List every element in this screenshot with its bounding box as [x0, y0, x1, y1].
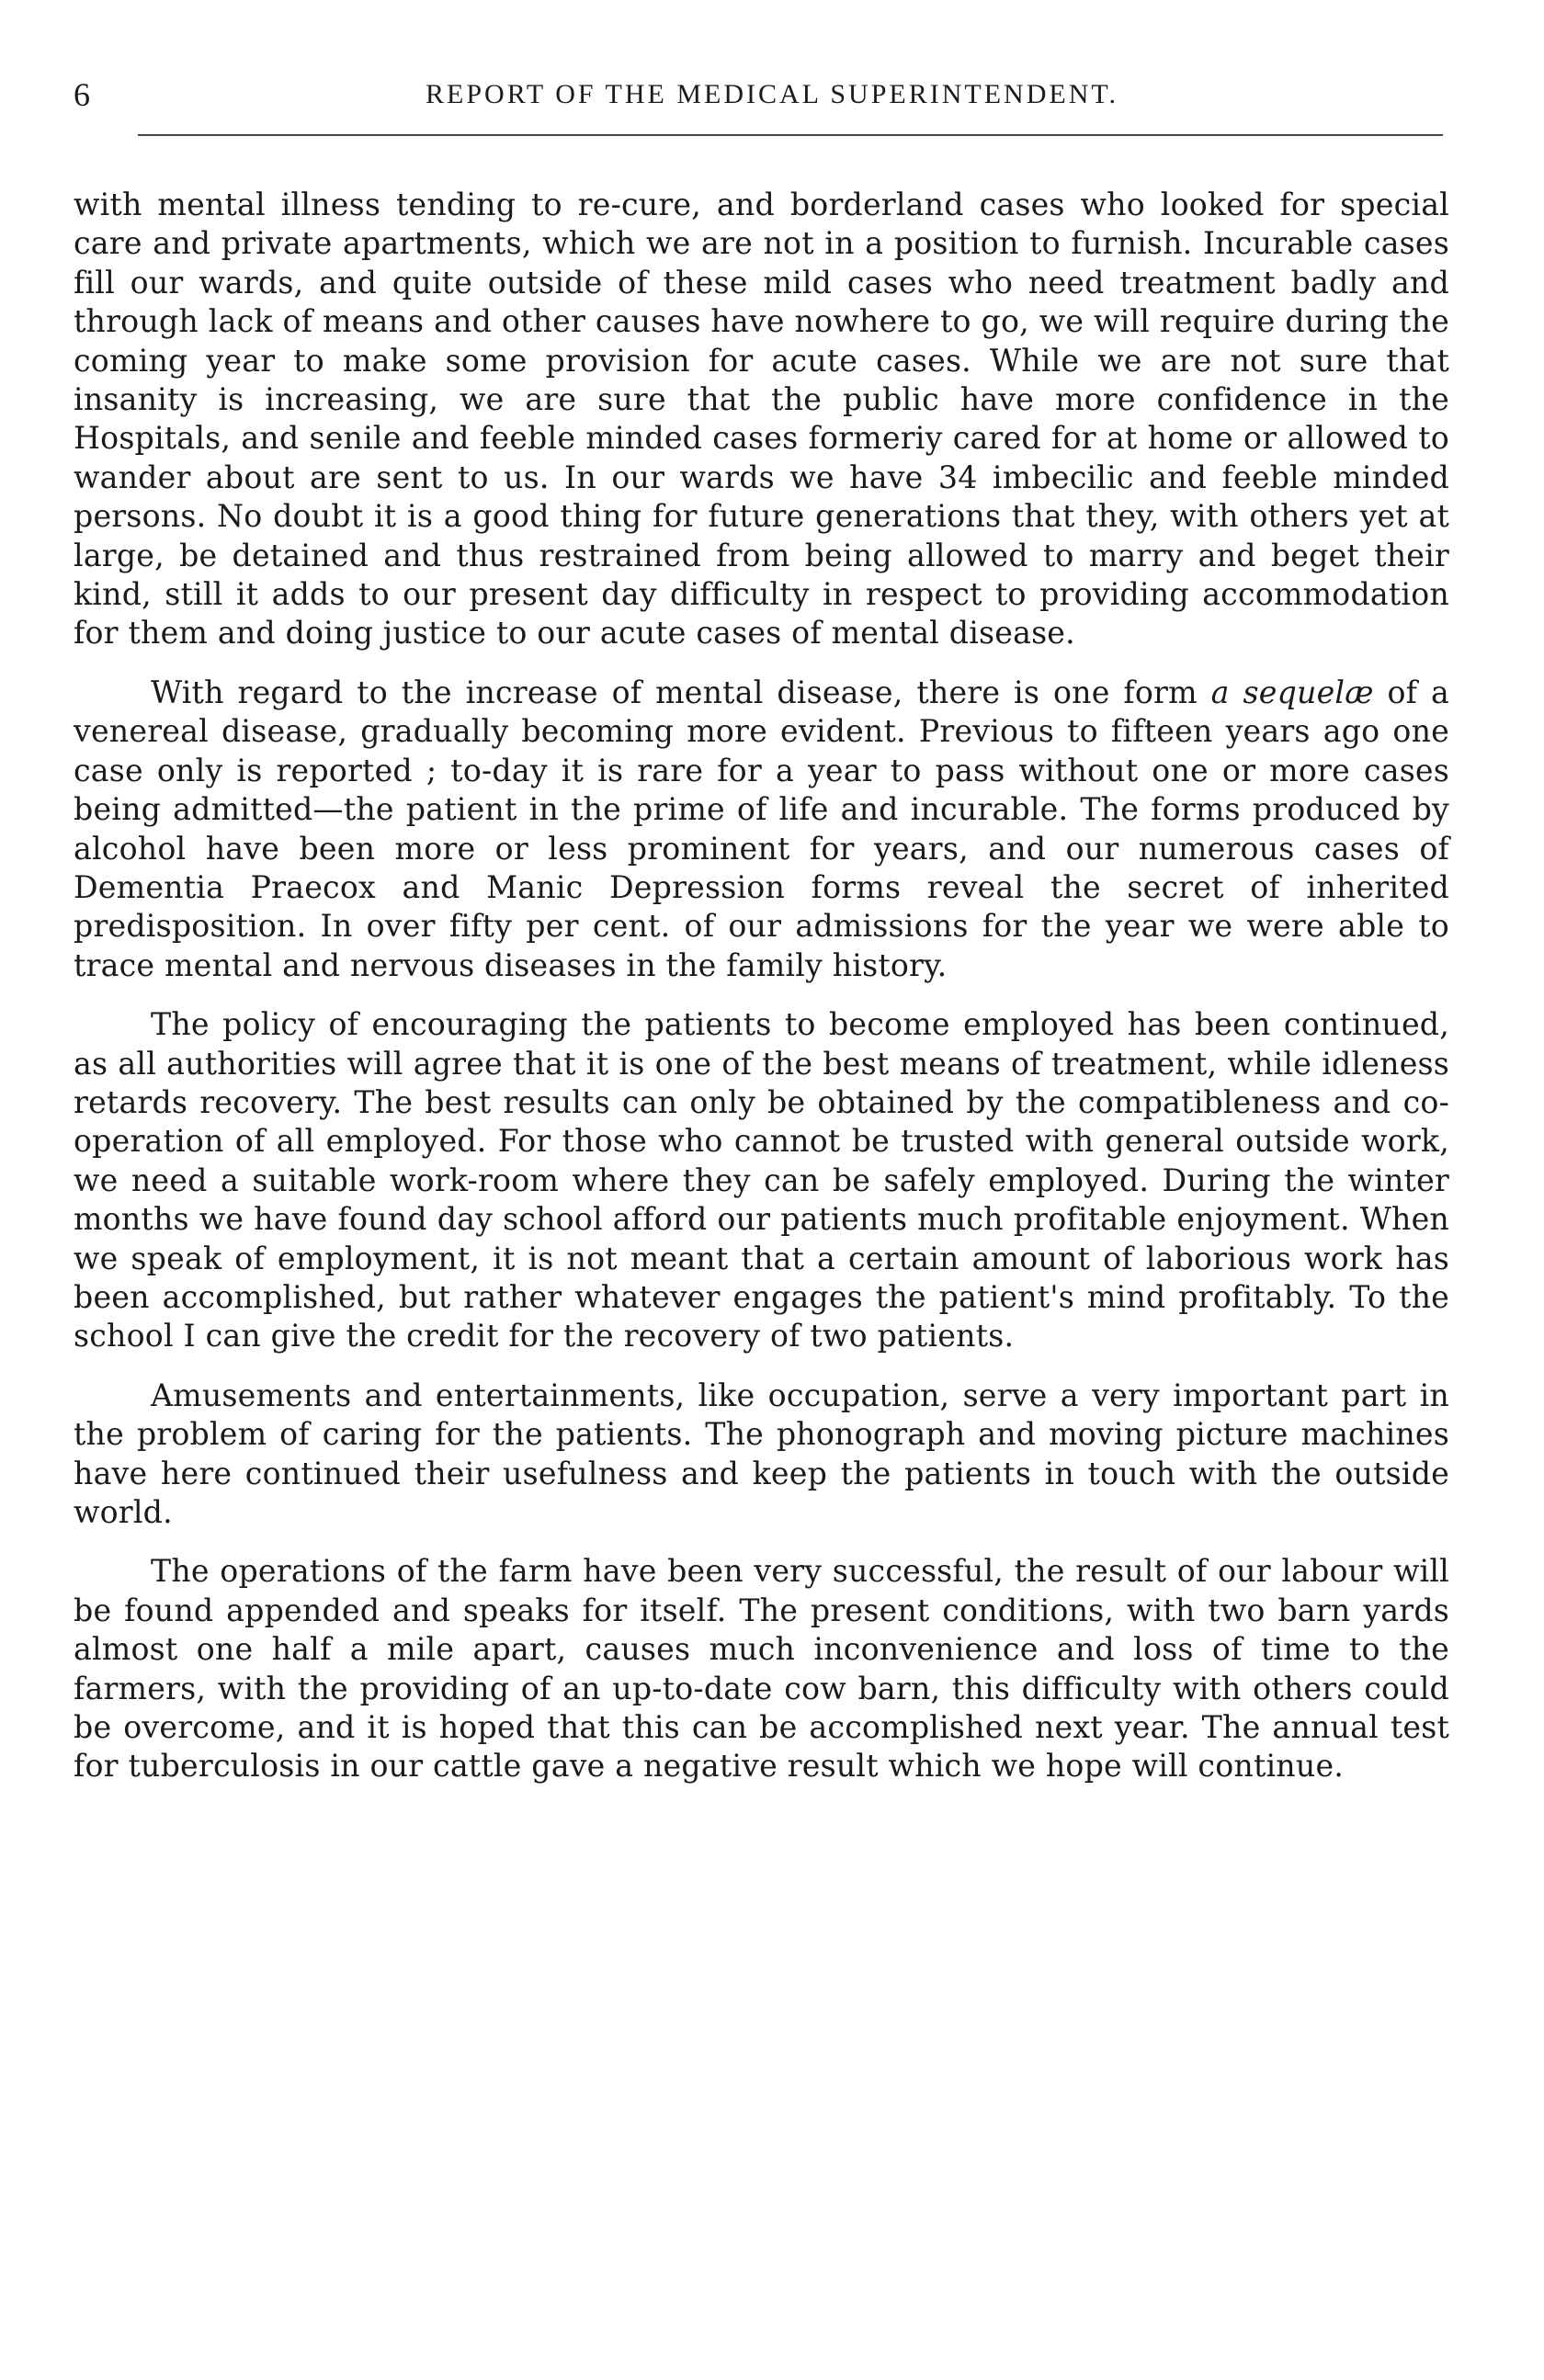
paragraph-2-italic: a sequelæ [1210, 674, 1374, 710]
paragraph-2-before: With regard to the increase of mental disease, there is one form [151, 674, 1211, 710]
page-number: 6 [74, 76, 90, 113]
body-text [74, 186, 1449, 1807]
paragraph-2-after: of a venereal disease, gradually becoming more evident. Previous to fifteen years ago one case only is reported ; to-day it is rare for a year to pass without one or more cases being admitted—the patient in the prime of life and incurable. The forms produced by alcohol have been more or less prominent for years, and our numerous cases of Dementia Praecox and Manic Depression forms reveal the secret of inherited predisposition. In over fifty per cent. of our admissions for the year we were able to trace mental and nervous diseases in the family history. [74, 674, 1449, 983]
paragraph-1: with mental illness tending to re-cure, and borderland cases who looked for special care and private apartments, which we are not in a position to furnish. Incurable cases fill our wards, and quite outside of these mild cases who need treatment badly and through lack of means and other causes have nowhere to go, we will require during the coming year to make some provision for acute cases. While we are not sure that insanity is increasing, we are sure that the public have more confidence in the Hospitals, and senile and feeble minded cases formeriy cared for at home or allowed to wander about are sent to us. In our wards we have 34 imbecilic and feeble minded persons. No doubt it is a good thing for future generations that they, with others yet at large, be detained and thus restrained from being allowed to marry and beget their kind, still it adds to our present day difficulty in respect to providing accommodation for them and doing justice to our acute cases of mental disease. [74, 187, 1449, 652]
running-title: REPORT OF THE MEDICAL SUPERINTENDENT. [426, 79, 1118, 109]
header-rule [138, 134, 1443, 136]
paragraph-3: The policy of encouraging the patients to become employed has been continued, as all authorities will agree that it is one of the best means of treatment, while idleness retards recovery. The best results can only be obtained by the compatibleness and co-operation of all employed. For those who cannot be trusted with general outside work, we need a suitable work-room where they can be safely employed. During the winter months we have found day school afford our patients much profitable enjoyment. When we speak of employment, it is not meant that a certain amount of laborious work has been accomplished, but rather whatever engages the patient's mind profitably. To the school I can give the credit for the recovery of two patients. [74, 1006, 1449, 1354]
page-header [74, 72, 1452, 118]
paragraph-2 [74, 674, 1449, 985]
paragraph-4: Amusements and entertainments, like occupation, serve a very important part in the problem of caring for the patients. The phonograph and moving picture machines have here continued their usefulness and keep the patients in touch with the outside world. [74, 1377, 1449, 1530]
paragraph-5: The operations of the farm have been very successful, the result of our labour will be found appended and speaks for itself. The present conditions, with two barn yards almost one half a mile apart, causes much inconvenience and loss of time to the farmers, with the providing of an up-to-date cow barn, this difficulty with others could be overcome, and it is hoped that this can be accomplished next year. The annual test for tuberculosis in our cattle gave a negative result which we hope will continue. [74, 1553, 1449, 1785]
